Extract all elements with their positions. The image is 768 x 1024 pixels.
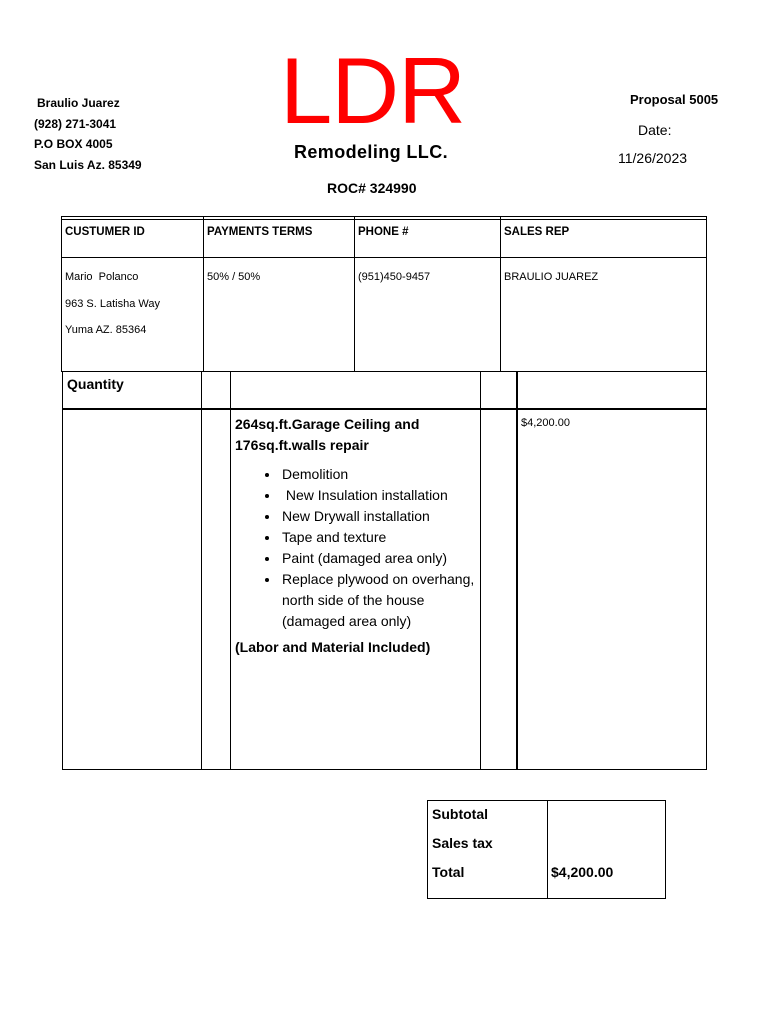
- customer-street: 963 S. Latisha Way: [65, 297, 160, 310]
- company-subtitle: Remodeling LLC.: [294, 142, 448, 162]
- phone-value: (951)450-9457: [358, 271, 431, 283]
- work-list: [235, 464, 475, 632]
- customer-city: Yuma AZ. 85364: [65, 324, 147, 336]
- labor-note: (Labor and Material Included): [235, 639, 431, 655]
- company-contact: [34, 93, 142, 175]
- list-item: • Demolition: [280, 464, 475, 485]
- contact-city: San Luis Az. 85349: [34, 157, 142, 172]
- table-divider: [547, 801, 548, 898]
- line-items-table: [62, 371, 707, 770]
- table-divider: [354, 217, 355, 371]
- date-value: 11/26/2023: [618, 150, 688, 166]
- item-title: 264sq.ft.Garage Ceiling and 176sq.ft.walls repair: [235, 416, 420, 453]
- table-divider: [62, 257, 706, 258]
- header-phone: PHONE #: [358, 226, 409, 238]
- sales-rep-value: BRAULIO JUAREZ: [504, 271, 599, 283]
- table-divider: [203, 217, 204, 371]
- totals-table: [427, 800, 666, 899]
- contact-po-box: P.O BOX 4005: [34, 137, 113, 151]
- item-description: [235, 414, 475, 655]
- list-item: • New Insulation installation: [280, 485, 475, 506]
- proposal-number: Proposal 5005: [630, 92, 719, 107]
- table-divider: [62, 219, 706, 220]
- company-logo: LDR: [280, 38, 466, 143]
- list-item: • New Drywall installation: [280, 506, 475, 527]
- table-divider: [500, 217, 501, 371]
- customer-name: Mario Polanco: [65, 271, 139, 283]
- customer-info-table: [61, 216, 707, 372]
- total-label: Total: [432, 864, 465, 880]
- payment-terms-value: 50% / 50%: [207, 271, 261, 283]
- header-customer-id: CUSTUMER ID: [65, 226, 145, 238]
- quantity-header: Quantity: [67, 376, 124, 392]
- list-item: • Paint (damaged area only): [280, 548, 475, 569]
- customer-details: [65, 264, 160, 344]
- date-label: Date:: [638, 122, 672, 138]
- total-value: $4,200.00: [551, 864, 614, 880]
- list-item: • Replace plywood on overhang, north side of the house (damaged area only): [280, 569, 475, 632]
- table-divider: [201, 372, 202, 769]
- list-item: • Tape and texture: [280, 527, 475, 548]
- contact-phone: (928) 271-3041: [34, 116, 117, 131]
- table-divider: [480, 372, 481, 769]
- contact-name: Braulio Juarez: [37, 96, 120, 110]
- item-price: $4,200.00: [521, 417, 570, 429]
- roc-number: ROC# 324990: [327, 180, 417, 196]
- header-sales-rep: SALES REP: [504, 226, 570, 238]
- table-divider: [63, 408, 706, 410]
- table-divider: [230, 372, 231, 769]
- subtotal-label: Subtotal: [432, 806, 488, 822]
- table-divider: [516, 372, 518, 769]
- sales-tax-label: Sales tax: [432, 835, 493, 851]
- header-payment-terms: PAYMENTS TERMS: [207, 226, 313, 238]
